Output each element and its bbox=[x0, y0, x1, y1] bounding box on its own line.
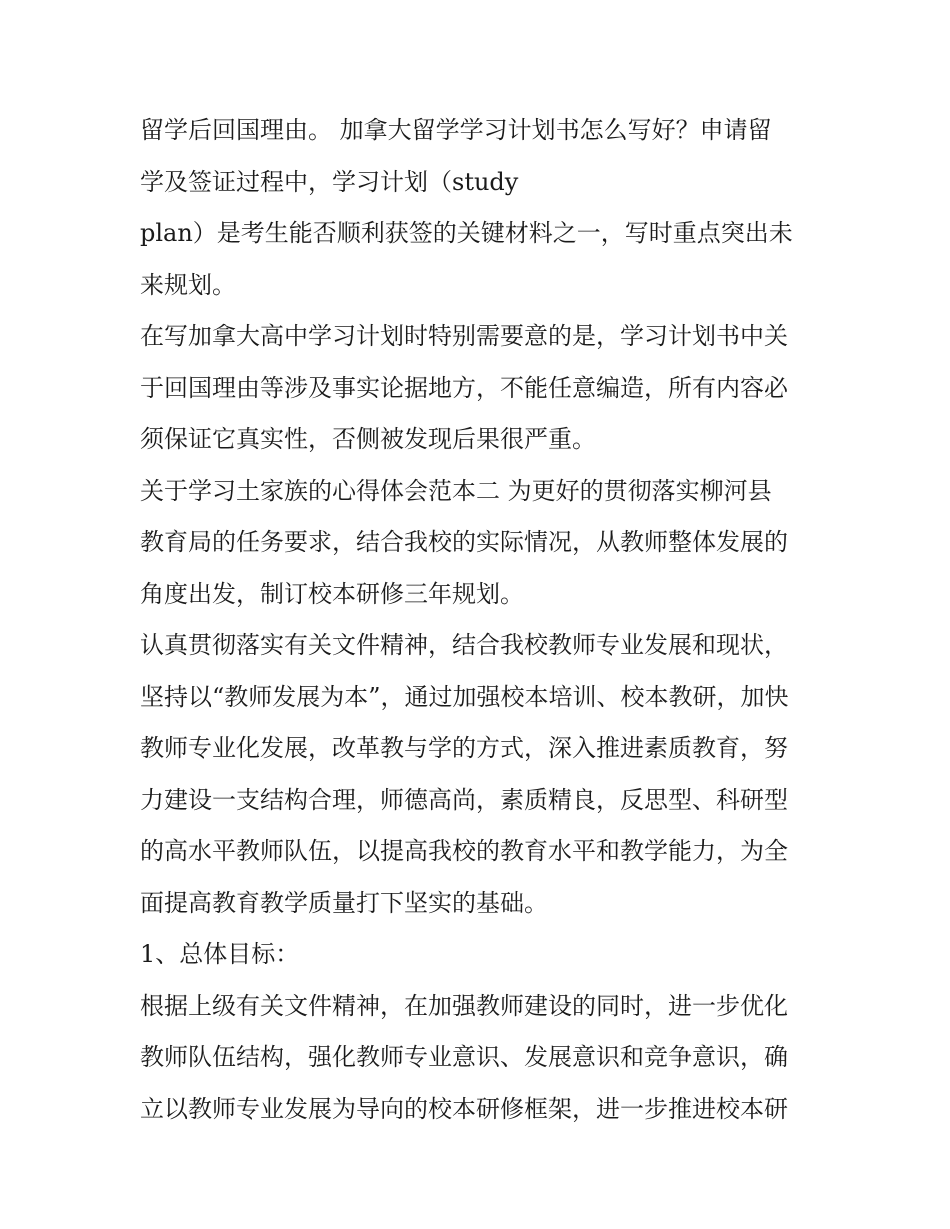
text-line: 力建设一支结构合理，师德高尚，素质精良，反思型、科研型 bbox=[140, 785, 788, 814]
text-line: 须保证它真实性，否侧被发现后果很严重。 bbox=[140, 425, 596, 453]
text-line: 面提高教育教学质量打下坚实的基础。 bbox=[140, 888, 548, 917]
text-line: 认真贯彻落实有关文件精神，结合我校教师专业发展和现状， bbox=[140, 631, 788, 659]
text-line: 根据上级有关文件精神，在加强教师建设的同时，进一步优化 bbox=[140, 991, 788, 1020]
text-line: 坚持以“教师发展为本”，通过加强校本培训、校本教研，加快 bbox=[140, 682, 789, 711]
text-line: 在写加拿大高中学习计划时特别需要意的是，学习计划书中关 bbox=[140, 322, 788, 350]
text-line: 立以教师专业发展为导向的校本研修框架，进一步推进校本研 bbox=[140, 1094, 788, 1123]
text-line: 教师队伍结构，强化教师专业意识、发展意识和竞争意识，确 bbox=[140, 1043, 788, 1071]
document-body bbox=[140, 105, 820, 1135]
text-line: 的高水平教师队伍，以提高我校的教育水平和教学能力，为全 bbox=[140, 837, 788, 865]
text-line: 学及签证过程中，学习计划（study bbox=[140, 167, 519, 196]
text-line: 于回国理由等涉及事实论据地方，不能任意编造，所有内容必 bbox=[140, 373, 788, 402]
text-line: 来规划。 bbox=[140, 270, 236, 299]
text-line: plan）是考生能否顺利获签的关键材料之一，写时重点突出未 bbox=[140, 219, 793, 247]
text-line: 留学后回国理由。 加拿大留学学习计划书怎么写好？申请留 bbox=[140, 116, 772, 144]
section-heading: 1、总体目标： bbox=[140, 940, 300, 968]
text-line: 关于学习土家族的心得体会范本二 为更好的贯彻落实柳河县 bbox=[140, 476, 772, 505]
text-line: 角度出发，制订校本研修三年规划。 bbox=[140, 579, 524, 608]
text-line: 教育局的任务要求，结合我校的实际情况，从教师整体发展的 bbox=[140, 528, 788, 556]
text-line: 教师专业化发展，改革教与学的方式，深入推进素质教育，努 bbox=[140, 734, 788, 762]
